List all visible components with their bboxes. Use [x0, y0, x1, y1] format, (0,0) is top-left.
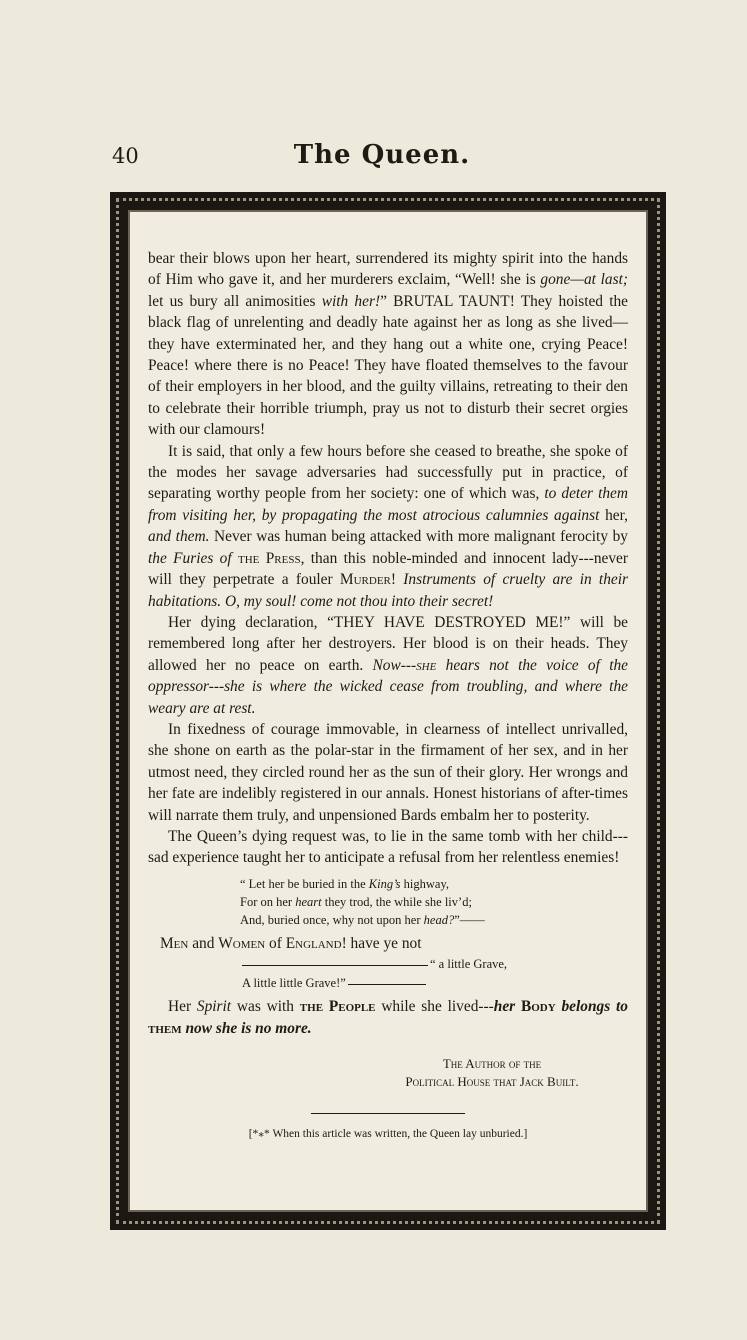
italic-text: Now---: [372, 656, 417, 674]
small-caps-text: England: [285, 934, 342, 952]
signature-line-2: Political House that Jack Built.: [405, 1074, 579, 1089]
men-and-women-line: [148, 933, 628, 954]
italic-text: and them.: [148, 528, 210, 546]
paragraph-2: [148, 441, 628, 612]
text: Her dying declaration, “THEY HAVE DESTROYED ME!” will be remembered long after her destroyers. Her blood is on their heads. They allowed her no peace on earth.: [148, 613, 628, 674]
small-caps-text: them: [148, 1019, 182, 1037]
text: ”——: [454, 912, 485, 927]
mourning-border-frame: [110, 192, 666, 1230]
text: was with: [231, 998, 300, 1016]
paragraph-3: [148, 612, 628, 719]
signature-line-1: The Author of the: [442, 1056, 542, 1071]
italic-text: heart: [295, 894, 322, 909]
text: than this noble-minded and innocent lady---never will they perpetrate a fouler: [148, 549, 628, 589]
article-body: [148, 248, 628, 1188]
italic-text: head?: [423, 912, 455, 927]
text: ” BRUTAL TAUNT! They hoisted the black flag of unrelenting and deadly hate against her as long as she lived—they have exterminated her, and they hang out a white one, crying Peace! Peace! where there is no Peace! They have floated themselves to the favour of their employers in her blood, and the guilty villains, retreating to their den to celebrate their horrible triumph, pray us not to disturb their secret orgies with our clamours!: [148, 292, 628, 439]
italic-text: Instruments of cruelty are in their habitations. O, my soul! come not thou into their secret!: [148, 571, 628, 610]
poem-quote: [240, 875, 628, 929]
text: her,: [599, 506, 628, 524]
text: while she lived---: [375, 998, 494, 1016]
text: And, buried once, why not upon her: [240, 912, 424, 927]
small-caps-text: Men: [160, 934, 189, 952]
poem-line-2: [240, 893, 628, 911]
text: Never was human being attacked with more malignant ferocity by: [209, 528, 629, 546]
small-caps-text: Murder: [339, 571, 391, 589]
small-caps-text: Women: [218, 934, 266, 952]
paragraph-1: [148, 248, 628, 441]
italic-text: belongs to: [555, 998, 628, 1016]
text: It is said, that only a few hours before she ceased to breathe, she spoke of the modes her savage adversaries had successfully put in practice, of separating worthy people from her society: one of which was,: [148, 442, 628, 503]
text: let us bury all animosities: [148, 292, 322, 310]
poem-line-1: [240, 875, 628, 893]
page-header: [112, 140, 632, 180]
grave-line-2: [242, 974, 628, 992]
divider-rule: [311, 1113, 465, 1114]
grave-line-1: [242, 954, 628, 974]
small-caps-text: Body: [515, 998, 556, 1016]
text: ! have ye not: [341, 934, 422, 952]
text: bear their blows upon her heart, surrendered its mighty spirit into the hands of Him who gave it, and her murderers exclaim, “Well! she is: [148, 250, 628, 289]
text: Her: [168, 998, 197, 1016]
text: “ a little Grave,: [430, 957, 508, 972]
italic-text: her: [493, 998, 516, 1016]
text: For on her: [240, 894, 296, 909]
text: they trod, the while she liv’d;: [321, 894, 472, 909]
italic-text: to deter them from visiting her, by propagating the most atrocious calumnies against: [148, 485, 628, 524]
text: A little little Grave!”: [242, 976, 346, 991]
dash-rule: [348, 984, 426, 985]
running-title: The Queen.: [293, 140, 471, 170]
author-signature: [148, 1055, 628, 1091]
poem-line-3: [240, 911, 628, 929]
italic-text: with her!: [321, 292, 381, 310]
small-caps-text: she: [416, 656, 437, 674]
paragraph-5: The Queen’s dying request was, to lie in the same tomb with her child---sad experience taught her to anticipate a refusal from her relentless enemies!: [148, 827, 628, 867]
paragraph-6: [148, 996, 628, 1039]
text: !: [390, 571, 404, 589]
paragraph-4: In fixedness of courage immovable, in clearness of intellect unrivalled, she shone on earth as the polar-star in the firmament of her sex, and in her utmost need, they circled round her as the sun of their glory. Her wrongs and her fate are indelibly registered in our annals. Honest historians of after-times will narrate them truly, and unpensioned Bards embalm her to posterity.: [148, 720, 628, 824]
small-caps-text: the People: [299, 998, 376, 1016]
text: of: [265, 934, 286, 952]
text: and: [188, 934, 219, 952]
italic-text: Spirit: [196, 998, 232, 1016]
italic-text: King’s: [368, 876, 401, 891]
text: “ Let her be buried in the: [240, 876, 369, 891]
dash-rule: [242, 965, 428, 966]
italic-text: the Furies of: [148, 549, 232, 567]
small-caps-text: the Press,: [231, 549, 305, 567]
italic-text: gone—at last;: [540, 271, 628, 289]
footnote: [*⁎* When this article was written, the Queen lay unburied.]: [248, 1128, 528, 1140]
page-number: 40: [112, 144, 139, 168]
text: highway,: [400, 876, 450, 891]
italic-text: now she is no more.: [181, 1019, 312, 1037]
italic-text: hears not the voice of the oppressor---she is where the wicked cease from troubling, and where the weary are at rest.: [148, 656, 628, 717]
